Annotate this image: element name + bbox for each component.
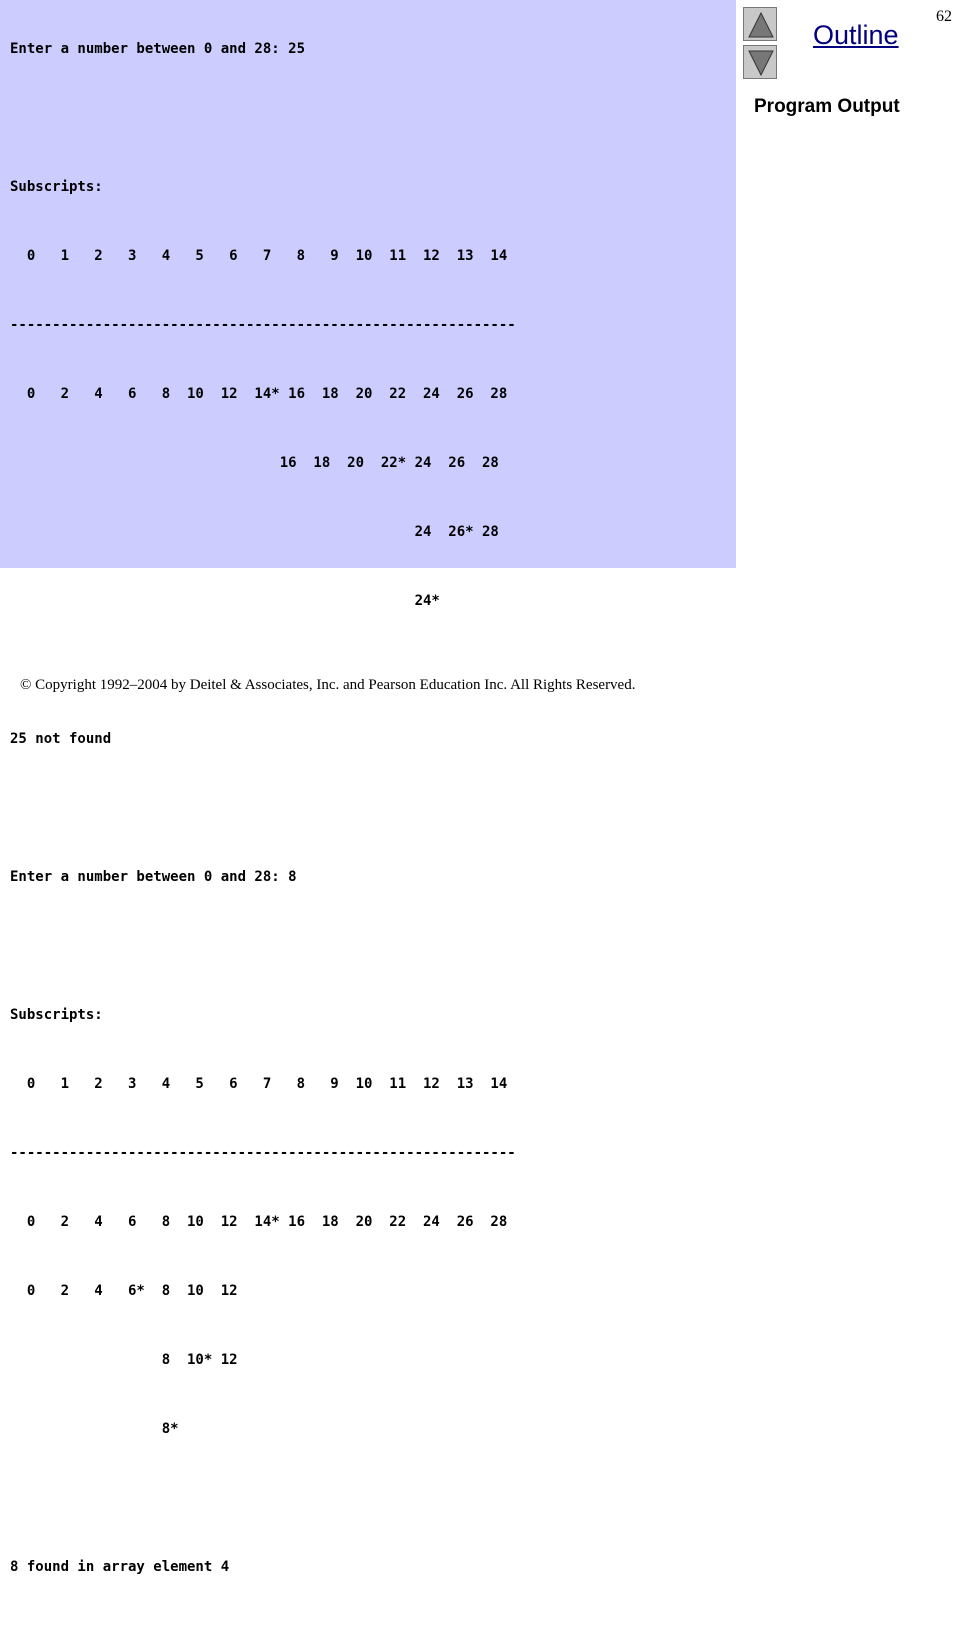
previous-slide-button[interactable]: [743, 7, 777, 41]
console-line: ------------------------------------------------------------: [10, 317, 516, 333]
console-line: 0 1 2 3 4 5 6 7 8 9 10 11 12 13 14: [10, 1076, 508, 1092]
console-line: [10, 107, 516, 130]
next-slide-button[interactable]: [743, 45, 777, 79]
console-line: 8 10* 12: [10, 1352, 238, 1368]
section-label: Program Output: [754, 96, 900, 117]
triangle-up-icon: [744, 8, 778, 42]
console-line: 8 found in array element 4: [10, 1559, 230, 1575]
slide-number: 62: [936, 8, 952, 25]
console-line: [10, 1487, 516, 1510]
console-line: 25 not found: [10, 731, 112, 747]
console-line: Subscripts:: [10, 1007, 103, 1023]
console-output: [10, 15, 516, 1625]
console-line: 0 1 2 3 4 5 6 7 8 9 10 11 12 13 14: [10, 248, 508, 264]
console-line: 0 2 4 6* 8 10 12: [10, 1283, 238, 1299]
console-line: 16 18 20 22* 24 26 28: [10, 455, 499, 471]
console-line: 24*: [10, 593, 440, 609]
console-line: Enter a number between 0 and 28: 25: [10, 41, 306, 57]
copyright-notice: © Copyright 1992–2004 by Deitel & Associates, Inc. and Pearson Education Inc. All Rights Reserved.: [20, 677, 636, 693]
console-line: [10, 935, 516, 958]
console-line: Subscripts:: [10, 179, 103, 195]
console-line: [10, 797, 516, 820]
console-line: 0 2 4 6 8 10 12 14* 16 18 20 22 24 26 28: [10, 386, 508, 402]
console-line: 8*: [10, 1421, 179, 1437]
console-line: ------------------------------------------------------------: [10, 1145, 516, 1161]
console-line: Enter a number between 0 and 28: 8: [10, 869, 297, 885]
triangle-down-icon: [744, 46, 778, 80]
console-line: 0 2 4 6 8 10 12 14* 16 18 20 22 24 26 28: [10, 1214, 508, 1230]
console-line: 24 26* 28: [10, 524, 499, 540]
outline-link[interactable]: Outline: [813, 20, 899, 50]
